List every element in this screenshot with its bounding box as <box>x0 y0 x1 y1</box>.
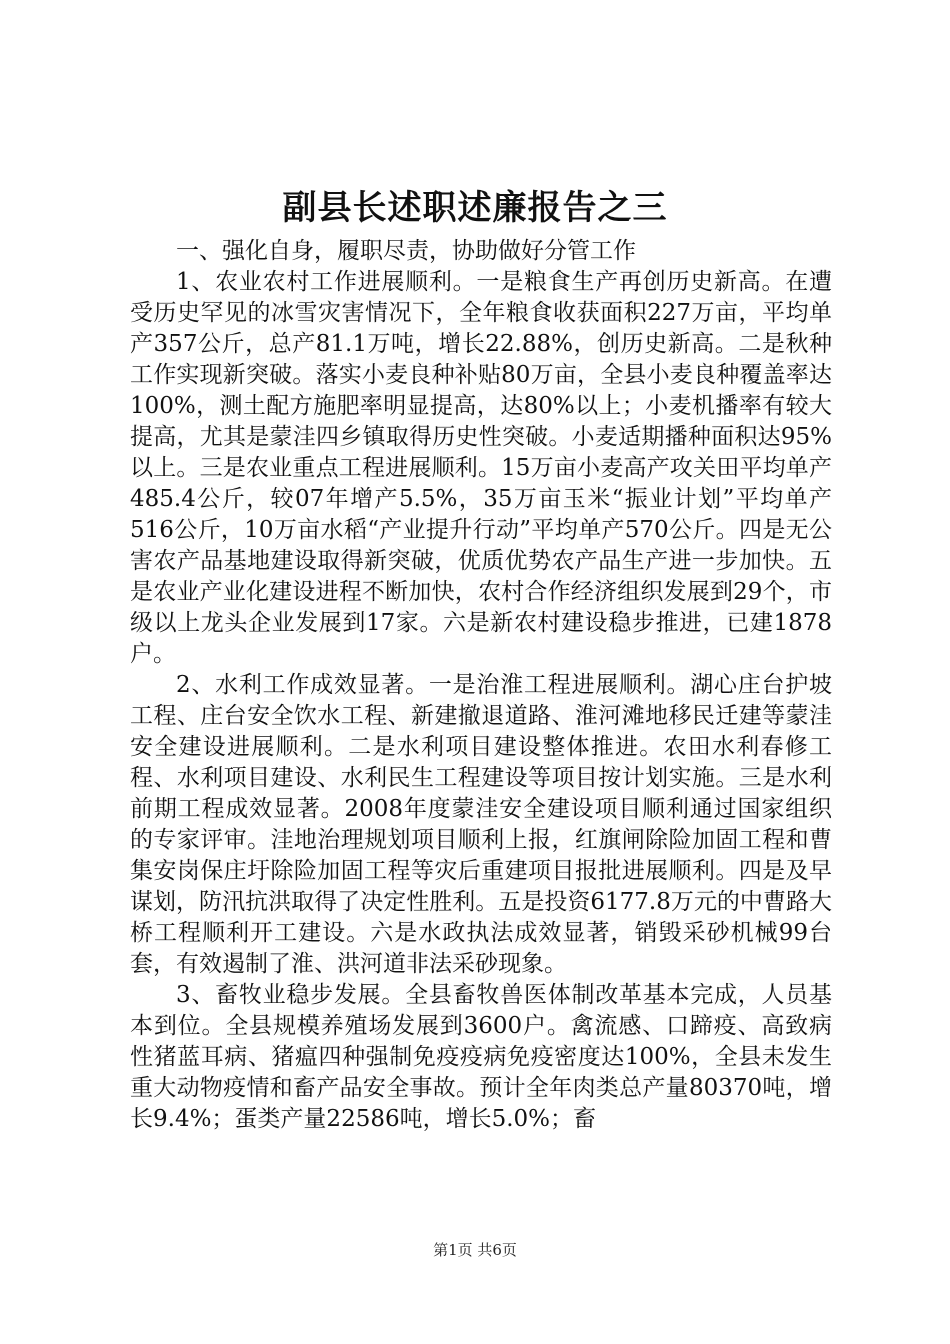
document-title: 副县长述职述廉报告之三 <box>282 188 668 228</box>
page-footer: 第1页 共6页 <box>433 1241 517 1259</box>
paragraph-agriculture: 1、农业农村工作进展顺利。一是粮食生产再创历史新高。在遭受历史罕见的冰雪灾害情况下，全年粮食收获面积227万亩，平均单产357公斤，总产81.1万吨，增长22.88%，创历史新高。二是秋种工作实现新突破。落实小麦良种补贴80万亩，全县小麦良种覆盖率达100%，测土配方施肥率明显提高，达80%以上；小麦机播率有较大提高，尤其是蒙洼四乡镇取得历史性突破。小麦适期播种面积达95%以上。三是农业重点工程进展顺利。15万亩小麦高产攻关田平均单产485.4公斤，较07年增产5.5%，35万亩玉米“振业计划”平均单产516公斤，10万亩水稻“产业提升行动”平均单产570公斤。四是无公害农产品基地建设取得新突破，优质优势农产品生产进一步加快。五是农业产业化建设进程不断加快，农村合作经济组织发展到29个，市级以上龙头企业发展到17家。六是新农村建设稳步推进，已建1878户。 <box>130 269 832 667</box>
document-body <box>130 236 832 1135</box>
paragraph-animal-husbandry: 3、畜牧业稳步发展。全县畜牧兽医体制改革基本完成，人员基本到位。全县规模养殖场发展到3600户。禽流感、口蹄疫、高致病性猪蓝耳病、猪瘟四种强制免疫疫病免疫密度达100%，全县未发生重大动物疫情和畜产品安全事故。预计全年肉类总产量80370吨，增长9.4%；蛋类产量22586吨，增长5.0%；畜 <box>130 982 832 1132</box>
paragraph-water-conservancy: 2、水利工作成效显著。一是治淮工程进展顺利。湖心庄台护坡工程、庄台安全饮水工程、新建撤退道路、淮河滩地移民迁建等蒙洼安全建设进展顺利。二是水利项目建设整体推进。农田水利春修工程、水利项目建设、水利民生工程建设等项目按计划实施。三是水利前期工程成效显著。2008年度蒙洼安全建设项目顺利通过国家组织的专家评审。洼地治理规划项目顺利上报，红旗闸除险加固工程和曹集安岗保庄圩除险加固工程等灾后重建项目报批进展顺利。四是及早谋划，防汛抗洪取得了决定性胜利。五是投资6177.8万元的中曹路大桥工程顺利开工建设。六是水政执法成效显著，销毁采砂机械99台套，有效遏制了淮、洪河道非法采砂现象。 <box>130 672 832 977</box>
section-heading: 一、强化自身，履职尽责，协助做好分管工作 <box>176 238 636 264</box>
